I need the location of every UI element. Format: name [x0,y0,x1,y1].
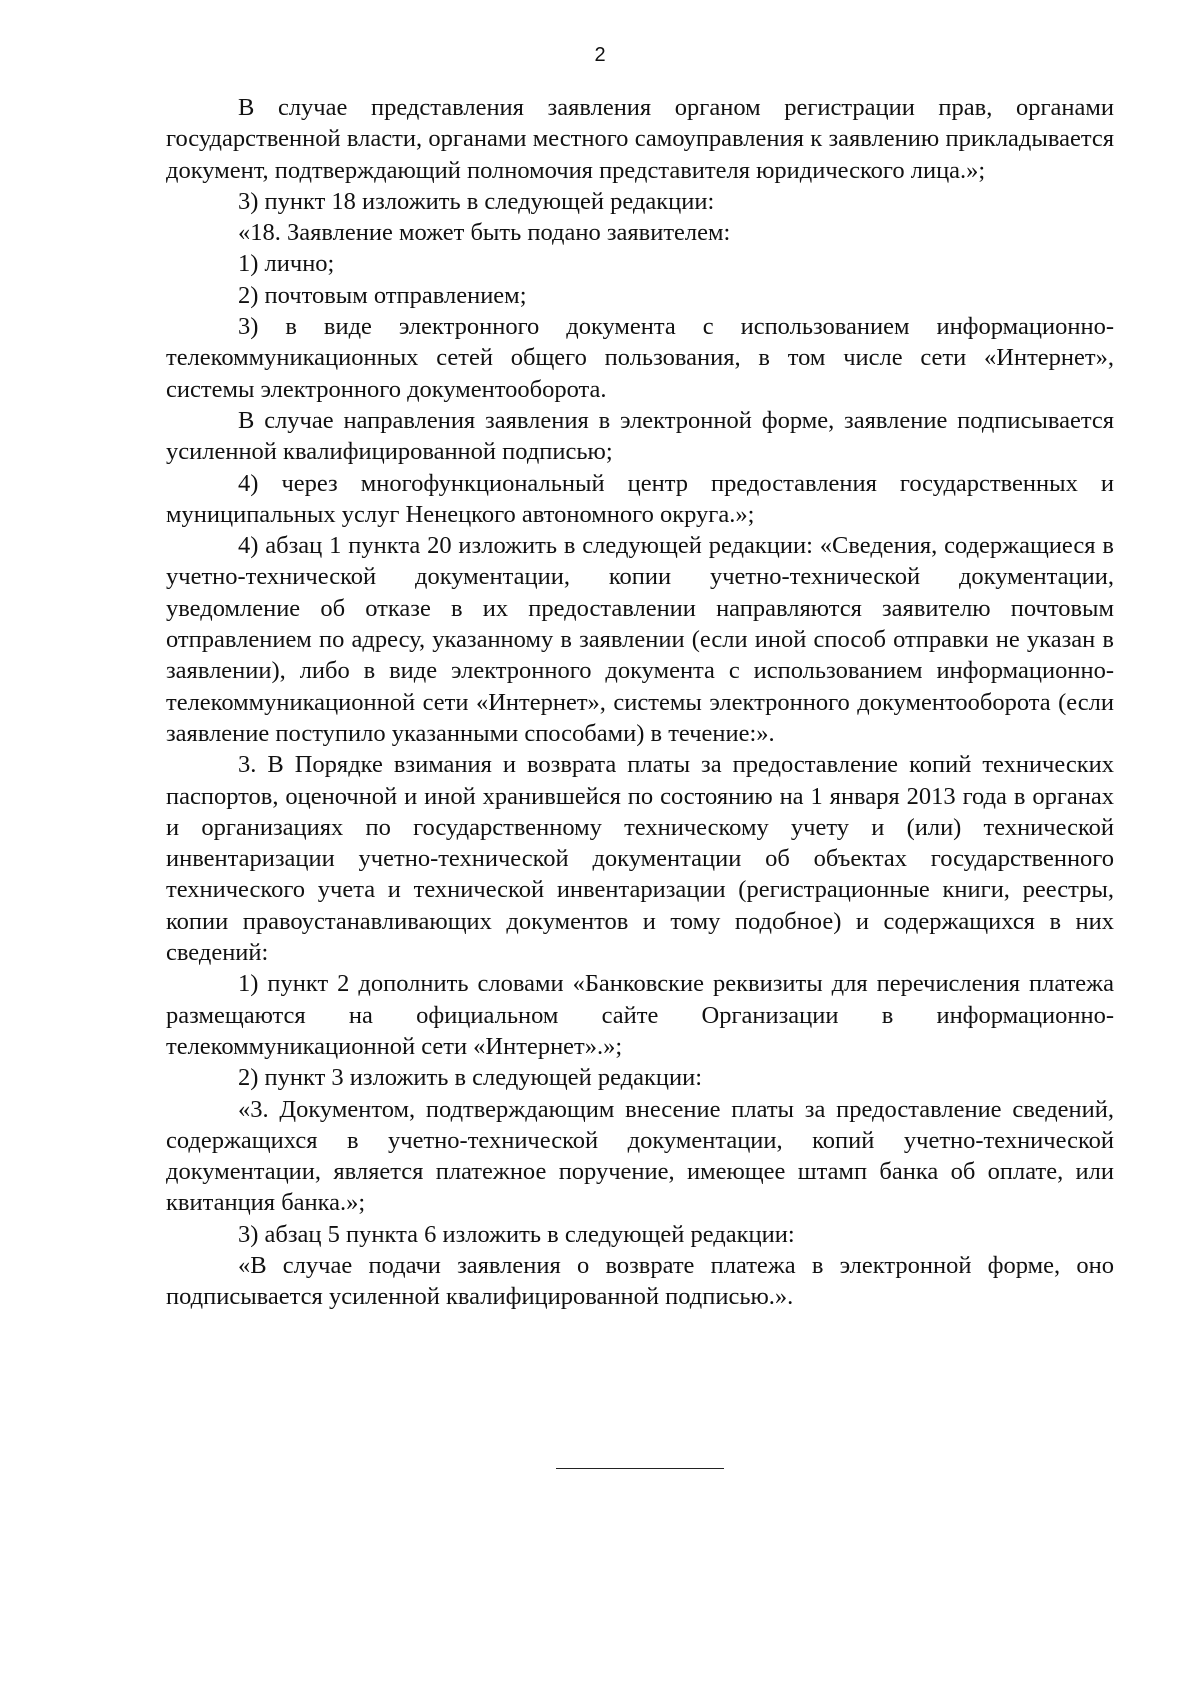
paragraph: «В случае подачи заявления о возврате платежа в электронной форме, оно подписывается усиленной квалифицированной подписью.». [166,1251,1114,1311]
paragraph: В случае направления заявления в электронной форме, заявление подписывается усиленной квалифицированной подписью; [166,406,1114,466]
paragraph: 3) пункт 18 изложить в следующей редакции: [238,187,715,215]
paragraph: 4) через многофункциональный центр предоставления государственных и муниципальных услуг Ненецкого автономного округа.»; [166,469,1114,528]
paragraph: 3) абзац 5 пункта 6 изложить в следующей редакции: [238,1220,795,1248]
paragraph: 3) в виде электронного документа с использованием информационно-телекоммуникационных сетей общего пользования, в том числе сети «Интернет», системы электронного документооборота. [166,313,1114,403]
end-separator-line [556,1468,724,1469]
paragraph: 3. В Порядке взимания и возврата платы за предоставление копий технических паспортов, оценочной и иной хранившейся по состоянию на 1 января 2013 года в органах и организациях по государственному техническому учету и (или) технической инвентаризации учетно-технической документации об объектах государственного технического учета и технической инвентаризации (регистрационные книги, реестры, копии правоустанавливающих документов и тому подобное) и содержащихся в них сведений: [166,751,1114,967]
paragraph: 1) пункт 2 дополнить словами «Банковские реквизиты для перечисления платежа размещаются на официальном сайте Организации в информационно-телекоммуникационной сети «Интернет».»; [166,970,1114,1060]
paragraph: 2) пункт 3 изложить в следующей редакции: [238,1064,703,1092]
paragraph: 4) абзац 1 пункта 20 изложить в следующей редакции: «Сведения, содержащиеся в учетно-технической документации, копии учетно-технической документации, уведомление об отказе в их предоставлении направляются заявителю почтовым отправлением по адресу, указанному в заявлении (если иной способ отправки не указан в заявлении), либо в виде электронного документа с использованием информационно-телекоммуникационной сети «Интернет», системы электронного документооборота (если заявление поступило указанными способами) в течение:». [166,532,1114,747]
document-body [166,92,1114,1313]
paragraph: «18. Заявление может быть подано заявителем: [238,219,731,247]
paragraph: В случае представления заявления органом регистрации прав, органами государственной власти, органами местного самоуправления к заявлению прикладывается документ, подтверждающий полномочия представителя юридического лица.»; [166,94,1114,184]
paragraph: «3. Документом, подтверждающим внесение платы за предоставление сведений, содержащихся в учетно-технической документации, копий учетно-технической документации, является платежное поручение, имеющее штамп банка об оплате, или квитанция банка.»; [166,1095,1114,1217]
page-number: 2 [594,44,606,66]
paragraph: 2) почтовым отправлением; [238,281,527,309]
paragraph: 1) лично; [238,250,335,278]
